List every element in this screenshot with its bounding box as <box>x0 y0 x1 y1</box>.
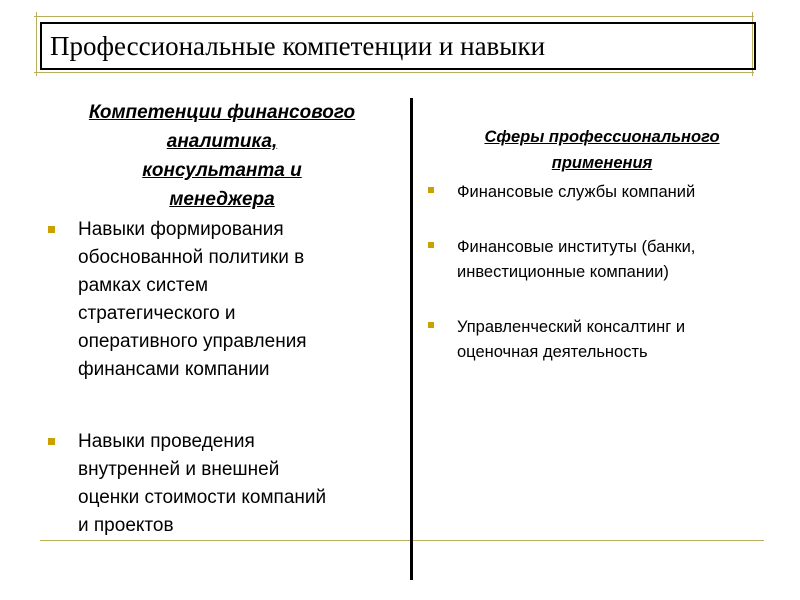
left-heading-line: Компетенции финансового <box>88 102 356 123</box>
bottom-decor-line <box>40 540 764 541</box>
right-heading-line: Сферы профессионального <box>484 128 720 146</box>
item-line: внутренней и внешней <box>78 459 280 480</box>
square-bullet-icon <box>48 438 55 445</box>
square-bullet-icon <box>428 242 434 248</box>
left-decor-line <box>36 12 37 76</box>
title-box <box>40 22 756 70</box>
item-line: Навыки проведения <box>78 431 255 452</box>
item-line: рамках систем <box>78 275 209 296</box>
column-divider <box>410 98 413 580</box>
item-line: оценки стоимости компаний <box>78 487 327 508</box>
item-line: оперативного управления <box>78 331 307 352</box>
list-item <box>48 216 398 384</box>
item-line: инвестиционные компании) <box>457 263 669 281</box>
top-decor-line <box>34 16 754 17</box>
right-heading-line: применения <box>551 154 653 172</box>
item-line: оценочная деятельность <box>457 343 648 361</box>
list-item <box>428 235 778 285</box>
left-heading-line: аналитика, <box>166 131 278 152</box>
list-item <box>428 180 778 205</box>
list-item <box>48 428 398 540</box>
list-item <box>428 315 778 365</box>
left-bullet-list <box>48 216 398 540</box>
page-title: Профессиональные компетенции и навыки <box>50 30 546 61</box>
item-line: Управленческий консалтинг и <box>457 318 686 336</box>
square-bullet-icon <box>428 187 434 193</box>
right-column-heading <box>432 124 772 176</box>
item-line: Финансовые службы компаний <box>457 183 696 201</box>
left-heading-line: консультанта и <box>142 160 302 181</box>
item-line: Навыки формирования <box>78 219 284 240</box>
left-column-heading <box>52 98 392 214</box>
item-line: и проектов <box>78 515 174 536</box>
left-heading-line: менеджера <box>169 189 275 210</box>
item-line: финансами компании <box>78 359 270 380</box>
item-line: обоснованной политики в <box>78 247 305 268</box>
right-bullet-list <box>428 180 778 365</box>
item-line: стратегического и <box>78 303 236 324</box>
square-bullet-icon <box>48 226 55 233</box>
title-bottom-decor-line <box>34 72 754 73</box>
item-line: Финансовые институты (банки, <box>457 238 696 256</box>
square-bullet-icon <box>428 322 434 328</box>
